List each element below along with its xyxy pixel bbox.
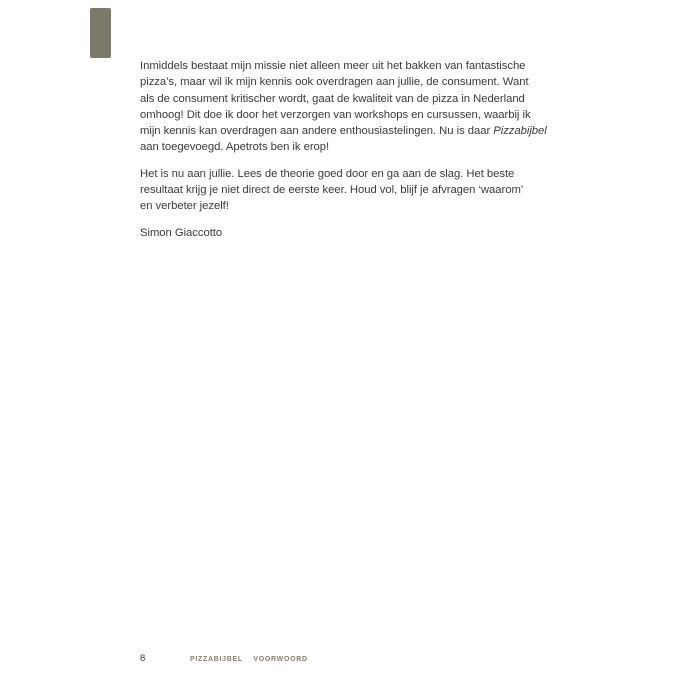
author-signature: Simon Giaccotto <box>140 226 223 239</box>
paragraph-2 <box>140 166 547 215</box>
paragraph-line-text: mijn kennis kan overdragen aan andere enthousiastelingen. Nu is daar <box>140 125 494 138</box>
running-head-book-title: PIZZABIJBEL <box>190 656 243 663</box>
book-title-italic: Pizzabijbel <box>493 125 547 138</box>
page-number: 8 <box>140 653 146 664</box>
paragraph-line: Het is nu aan jullie. Lees de theorie goed door en ga aan de slag. Het beste <box>140 167 515 180</box>
paragraph-line: aan toegevoegd. Apetrots ben ik erop! <box>140 141 330 154</box>
paragraph-line: als de consument kritischer wordt, gaat de kwaliteit van de pizza in Nederland <box>140 92 525 105</box>
running-head-chapter: VOORWOORD <box>253 656 308 663</box>
chapter-accent-bar <box>90 8 111 58</box>
running-head <box>190 656 308 663</box>
paragraph-line: Inmiddels bestaat mijn missie niet alleen meer uit het bakken van fantastische <box>140 60 526 72</box>
paragraph-line: omhoog! Dit doe ik door het verzorgen van workshops en cursussen, waarbij ik <box>140 108 531 121</box>
paragraph-line: resultaat krijg je niet direct de eerste keer. Houd vol, blijf je afvragen ‘waarom’ <box>140 184 524 197</box>
paragraph-line: pizza’s, maar wil ik mijn kennis ook overdragen aan jullie, de consument. Want <box>140 76 529 89</box>
paragraph-line <box>140 123 547 139</box>
paragraph-line: en verbeter jezelf! <box>140 200 229 213</box>
page-content <box>140 58 547 241</box>
paragraph-1 <box>140 58 547 156</box>
page-footer <box>140 653 308 664</box>
